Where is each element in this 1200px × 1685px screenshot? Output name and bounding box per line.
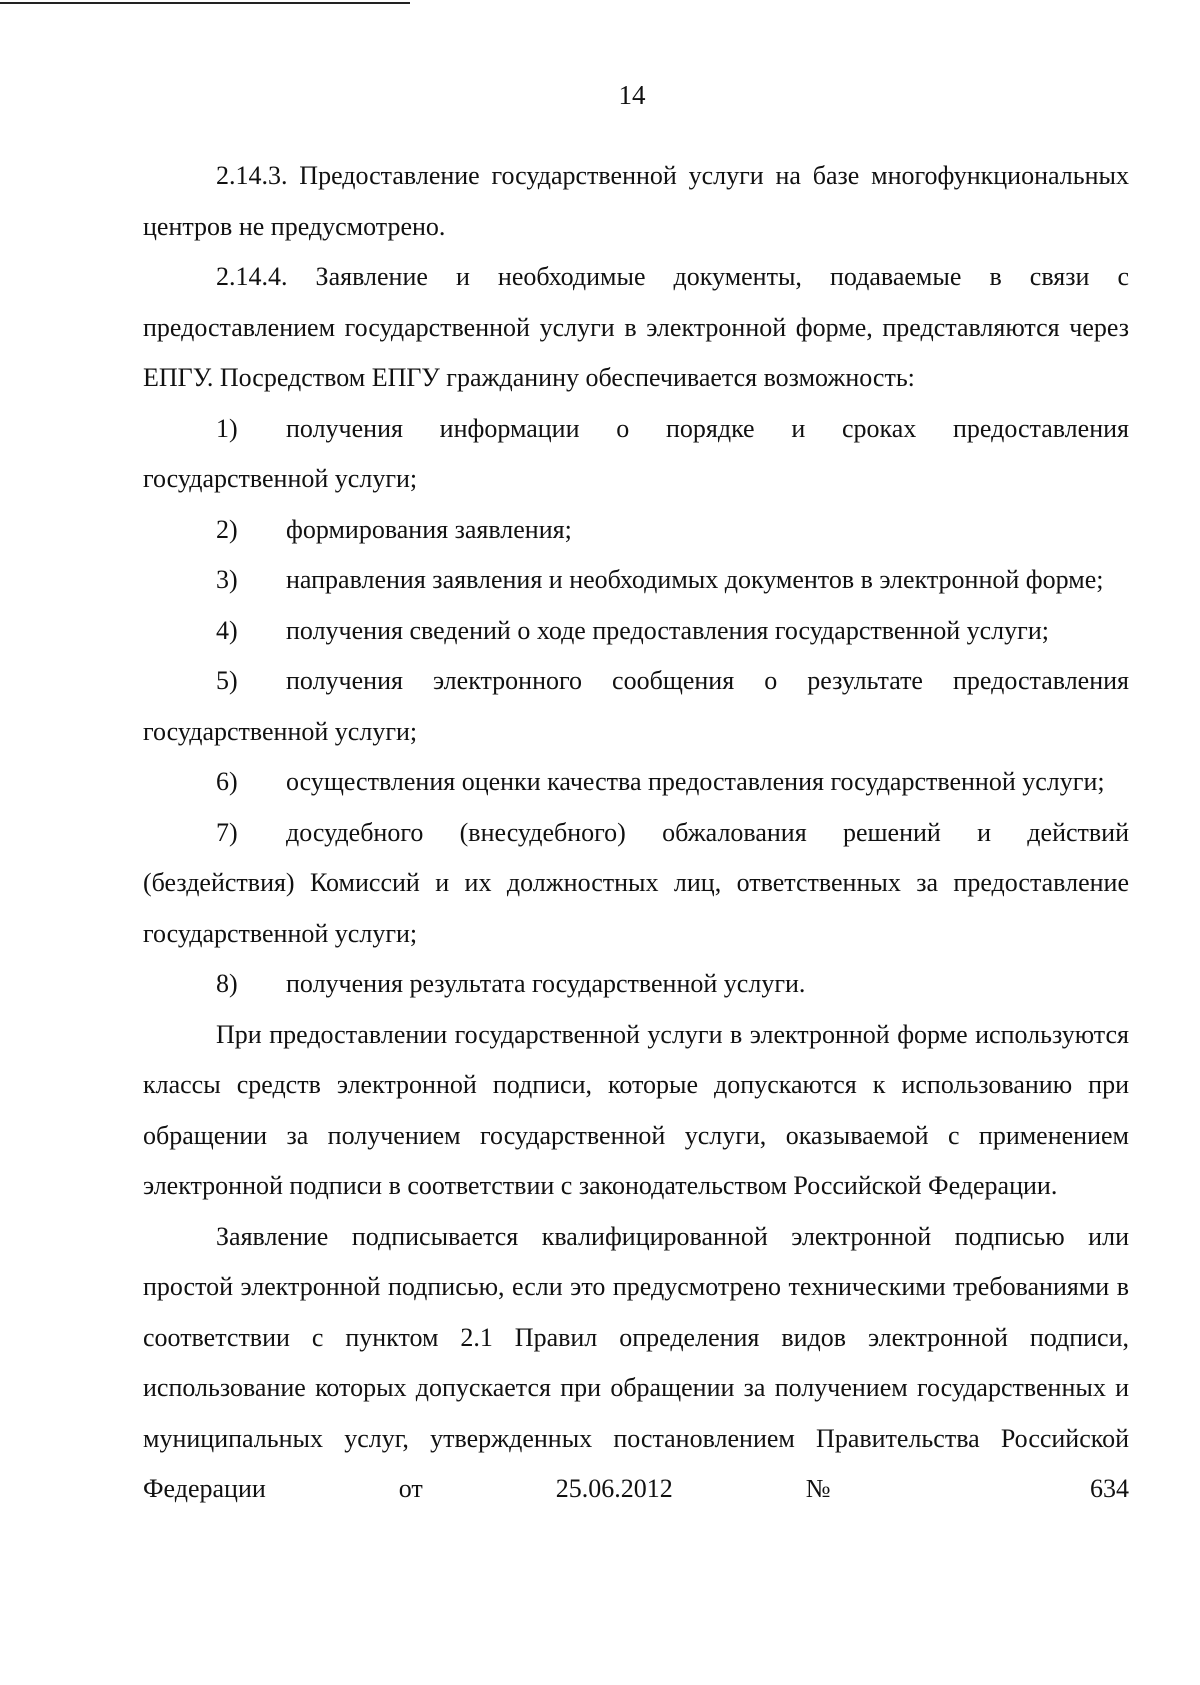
list-item-text: формирования заявления;	[286, 514, 572, 544]
list-item	[143, 606, 1129, 657]
list-item-number: 4)	[216, 615, 238, 645]
list-item-number: 3)	[216, 565, 238, 594]
list-item	[143, 808, 1129, 960]
list-item-text: направления заявления и необходимых документов в электронной форме;	[286, 565, 1104, 594]
list-item-text: осуществления оценки качества предоставления государственной услуги;	[286, 767, 1105, 796]
list-item-number: 1)	[216, 413, 238, 443]
list-item	[143, 555, 1129, 606]
list-item-number: 2)	[216, 514, 238, 544]
capability-list	[143, 404, 1129, 1010]
paragraph-signature-classes: При предоставлении государственной услуги в электронной форме используются классы средств электронной подписи, которые допускаются к использованию при обращении за получением государственной услуги, оказываемой с применением электронной подписи в соответствии с законодательством Российской Федерации.	[143, 1019, 1129, 1200]
list-item-text: получения результата государственной услуги.	[286, 969, 806, 998]
list-item	[143, 757, 1129, 808]
list-item-number: 8)	[216, 969, 238, 998]
document-body	[143, 151, 1129, 1515]
paragraph-signing-rules: Заявление подписывается квалифицированной электронной подписью или простой электронной подписью, если это предусмотрено техническими требованиями в соответствии с пунктом 2.1 Правил определения видов электронной подписи, использование которых допускается при обращении за получением государственных и муниципальных услуг, утвержденных постановлением Правительства Российской Федерации от 25.06.2012 № 634	[143, 1221, 1129, 1503]
list-item	[143, 404, 1129, 505]
list-item-number: 6)	[216, 767, 238, 796]
list-item-text: получения сведений о ходе предоставления государственной услуги;	[286, 615, 1049, 645]
list-item-number: 7)	[216, 817, 238, 847]
list-item-text: получения электронного сообщения о результате предоставления государственной услуги;	[143, 666, 1129, 746]
list-item	[143, 505, 1129, 556]
paragraph-2-14-3: 2.14.3. Предоставление государственной услуги на базе многофункциональных центров не предусмотрено.	[143, 161, 1129, 241]
paragraph-2-14-4: 2.14.4. Заявление и необходимые документы, подаваемые в связи с предоставлением государственной услуги в электронной форме, представляются через ЕПГУ. Посредством ЕПГУ гражданину обеспечивается возможность:	[143, 262, 1129, 392]
list-item	[143, 656, 1129, 757]
list-item-text: досудебного (внесудебного) обжалования решений и действий (бездействия) Комиссий и их должностных лиц, ответственных за предоставление государственной услуги;	[143, 817, 1129, 948]
list-item-text: получения информации о порядке и сроках предоставления государственной услуги;	[143, 413, 1129, 493]
list-item-number: 5)	[216, 666, 238, 695]
page-number: 14	[618, 80, 646, 110]
scan-top-rule	[0, 2, 410, 4]
list-item	[143, 959, 1129, 1010]
